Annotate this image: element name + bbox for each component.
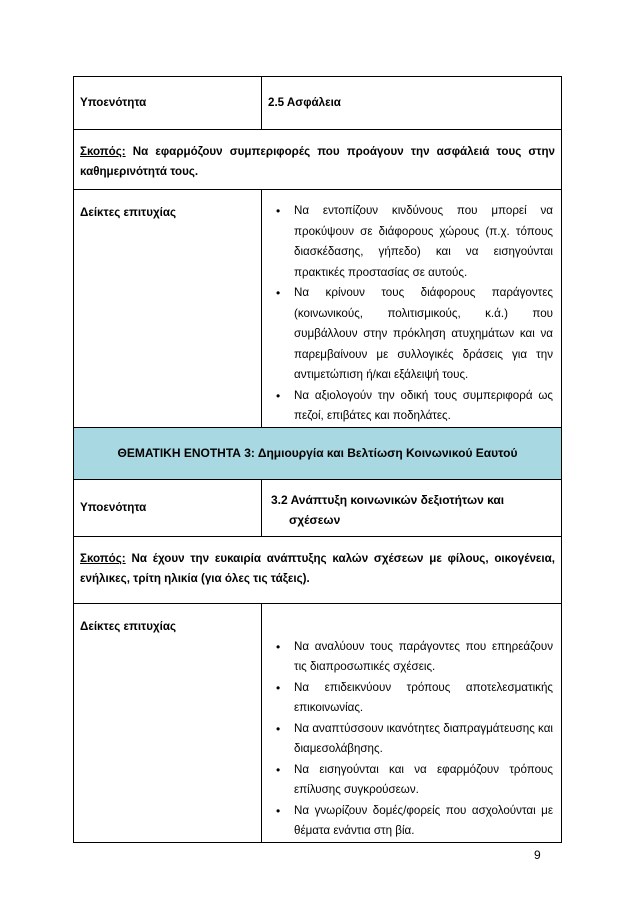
list-item: • Να κρίνουν τους διάφορους παράγοντες (κοινωνικούς, πολιτισμικούς, κ.ά.) που συμβάλλουν στην πρόκληση ατυχημάτων και να παρεμβαίνουν με συλλογικές δράσεις για την αντιμετώπιση ή/και εξάλειψή τους. (276, 286, 553, 381)
indicators-list (268, 637, 557, 842)
indicators-cell (262, 603, 562, 842)
scope-label: Σκοπός: (80, 551, 126, 565)
table-row (74, 603, 562, 842)
subsection-label: Υποενότητα (74, 479, 262, 536)
subsection-value: 3.2 Ανάπτυξη κοινωνικών δεξιοτήτων και σχέσεων (262, 479, 562, 536)
list-item: • Να αναλύουν τους παράγοντες που επηρεάζουν τις διαπροσωπικές σχέσεις. (276, 639, 553, 673)
table-row (74, 130, 562, 190)
list-item: • Να εντοπίζουν κινδύνους που μπορεί να προκύψουν σε διάφορους χώρους (π.χ. τόπους διασκέδασης, γήπεδο) και να εισηγούνται πρακτικές προστασίας σε αυτούς. (276, 204, 553, 279)
indicators-label: Δείκτες επιτυχίας (74, 190, 262, 428)
list-item: • Να εισηγούνται και να εφαρμόζουν τρόπους επίλυσης συγκρούσεων. (276, 762, 553, 796)
scope-text: Να εφαρμόζουν συμπεριφορές που προάγουν την ασφάλειά τους στην καθημερινότητά τους. (80, 145, 555, 178)
curriculum-table (73, 76, 562, 843)
subsection-label: Υποενότητα (74, 77, 262, 130)
indicators-list (268, 201, 557, 427)
scope-text: Να έχουν την ευκαιρία ανάπτυξης καλών σχέσεων με φίλους, οικογένεια, ενήλικες, τρίτη ηλικία (για όλες τις τάξεις). (80, 551, 555, 585)
list-item: • Να αξιολογούν την οδική τους συμπεριφορά ως πεζοί, επιβάτες και ποδηλάτες. (276, 388, 553, 422)
indicators-label: Δείκτες επιτυχίας (74, 603, 262, 842)
scope-cell (74, 536, 562, 603)
table-row (74, 427, 562, 479)
theme-heading: ΘΕΜΑΤΙΚΗ ΕΝΟΤΗΤΑ 3: Δημιουργία και Βελτίωση Κοινωνικού Εαυτού (74, 427, 562, 479)
subsection-value: 2.5 Ασφάλεια (262, 77, 562, 130)
table-row (74, 536, 562, 603)
list-item: • Να επιδεικνύουν τρόπους αποτελεσματικής επικοινωνίας. (276, 680, 553, 714)
page-number: 9 (534, 848, 541, 862)
list-item: • Να γνωρίζουν δομές/φορείς που ασχολούνται με θέματα ενάντια στη βία. (276, 803, 553, 837)
list-item: • Να αναπτύσσουν ικανότητες διαπραγμάτευσης και διαμεσολάβησης. (276, 721, 553, 755)
indicators-cell (262, 190, 562, 428)
table-row (74, 479, 562, 536)
scope-cell (74, 130, 562, 190)
table-row (74, 77, 562, 130)
table-row (74, 190, 562, 428)
scope-label: Σκοπός: (80, 145, 126, 158)
